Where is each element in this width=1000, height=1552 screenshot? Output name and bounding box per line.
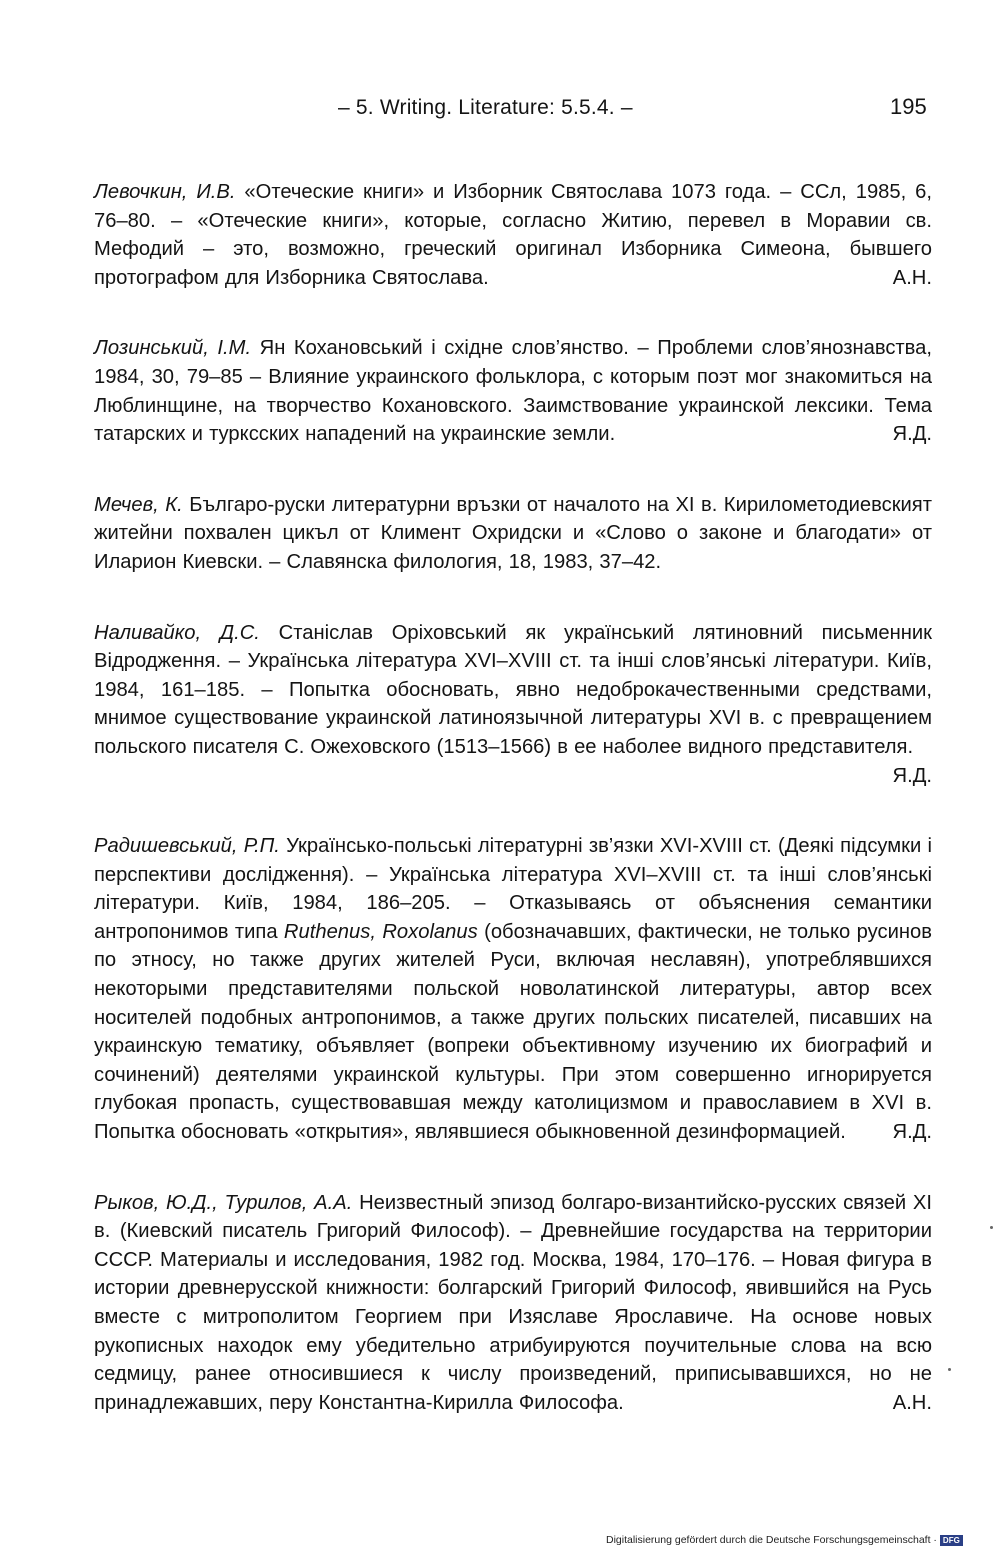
entry-text: Неизвестный эпизод болгаро-византийско-русских связей XI в. (Киевский писатель Григорий Философ). – Древнейшие государства на территории СССР. Материалы и исследования, 1982 год. Москва, 1984, 170–176. – Новая фигура в истории древнерусской книжности: болгарский Григорий Философ, явившийся на Русь вместе с митрополитом Георгием при Изяславе Ярославиче. На основе новых рукописных находок ему убедительно атрибуируются поучительные слова на всю седмицу, ранее относившиеся к числу произведений, приписывавшихся, но не принадлежавших, перу Константна-Кирилла Философа.	[94, 1191, 932, 1414]
reviewer-initials: А.Н.	[892, 1391, 932, 1414]
entry-author: Лозинський, І.М.	[94, 337, 252, 360]
entry-text: Българо-руски литературни връзки от началото на XI в. Кирилометодиевският житейни похвален цикъл от Климент Охридски и «Слово о законе и благодати» от Иларион Киевски. – Славянска филология, 18, 1983, 37–42.	[94, 493, 932, 573]
bibliography-entry	[94, 178, 932, 292]
bibliography-entry	[94, 334, 932, 448]
scan-speck	[948, 1368, 951, 1371]
bibliography-entry	[94, 619, 932, 791]
entry-author: Наливайко, Д.С.	[94, 621, 260, 644]
dfg-logo: DFG	[940, 1535, 963, 1546]
entry-text-continued: (обозначавших, фактически, не только русинов по этносу, но также других жителей Руси, включая неславян), употреблявшихся некоторыми представителями польской новолатинской литературы, автор всех носителей подобных антропонимов, а также других польских писателей, писавших на украинскую тематику, объявляет (вопреки объективному изучению их биографий и сочинений) деятелями украинской культуры. При этом совершенно игнорируется глубокая пропасть, существовавшая между католицизмом и православием в XVI в. Попытка обосновать «открытия», являвшиеся обыкновенной дезинформацией.	[94, 920, 932, 1144]
entry-author: Левочкин, И.В.	[94, 181, 236, 203]
entry-text: Станіслав Оріховський як український лятиновний письменник Відродження. – Українська література XVI–XVIII ст. та інші слов’янські літератури. Київ, 1984, 161–185. – Попытка обосновать, явно недоброкачественными средствами, мнимое существование украинской латиноязычной литературы XVI в. с превращением польского писателя С. Ожеховского (1513–1566) в ее наболее видного представителя.	[94, 621, 932, 758]
bibliography-entry	[94, 491, 932, 577]
reviewer-initials: Я.Д.	[892, 423, 932, 446]
reviewer-initials: Я.Д.	[892, 1121, 932, 1144]
digitization-footer	[606, 1534, 963, 1546]
entry-author: Мечев, К.	[94, 493, 183, 516]
scan-speck	[990, 1226, 993, 1229]
reviewer-initials: Я.Д.	[892, 764, 932, 787]
bibliography-entry	[94, 832, 932, 1147]
entry-author: Радишевський, Р.П.	[94, 835, 280, 858]
entry-text: Ян Кохановський і східне слов’янство. – Проблеми слов’янознавства, 1984, 30, 79–85 – Влияние украинского фольклора, с которым поэт мог знакомиться на Люблинщине, на творчество Кохановского. Заимствование украинской лексики. Тема татарских и турксских нападений на украинские земли.	[94, 337, 933, 446]
running-head: – 5. Writing. Literature: 5.5.4. –	[338, 96, 633, 119]
page-header	[0, 92, 1000, 132]
entry-text: Українсько-польські літературні зв’язки XVI-XVIII ст. (Деякі підсумки і перспективи дослідження). – Українська література XVI–XVIII ст. та інші слов’янські літератури. Київ, 1984, 186–205. – Отказываясь от объяснения семантики антропонимов типа	[94, 835, 933, 943]
footer-credit: Digitalisierung gefördert durch die Deutsche Forschungsgemeinschaft ·	[606, 1534, 937, 1546]
bibliography-entry	[94, 1189, 932, 1418]
entry-author: Рыков, Ю.Д., Турилов, А.А.	[94, 1191, 353, 1214]
entry-text: «Отеческие книги» и Изборник Святослава 1073 года. – ССл, 1985, 6, 76–80. – «Отеческие книги», которые, согласно Житию, перевел в Моравии св. Мефодий – это, возможно, греческий оригинал Изборника Симеона, бывшего протографом для Изборника Святослава.	[94, 181, 933, 289]
reviewer-initials: А.Н.	[892, 266, 932, 289]
latin-terms: Ruthenus, Roxolanus	[283, 920, 478, 943]
page-number: 195	[890, 94, 927, 119]
bibliography-entries	[94, 178, 932, 1459]
